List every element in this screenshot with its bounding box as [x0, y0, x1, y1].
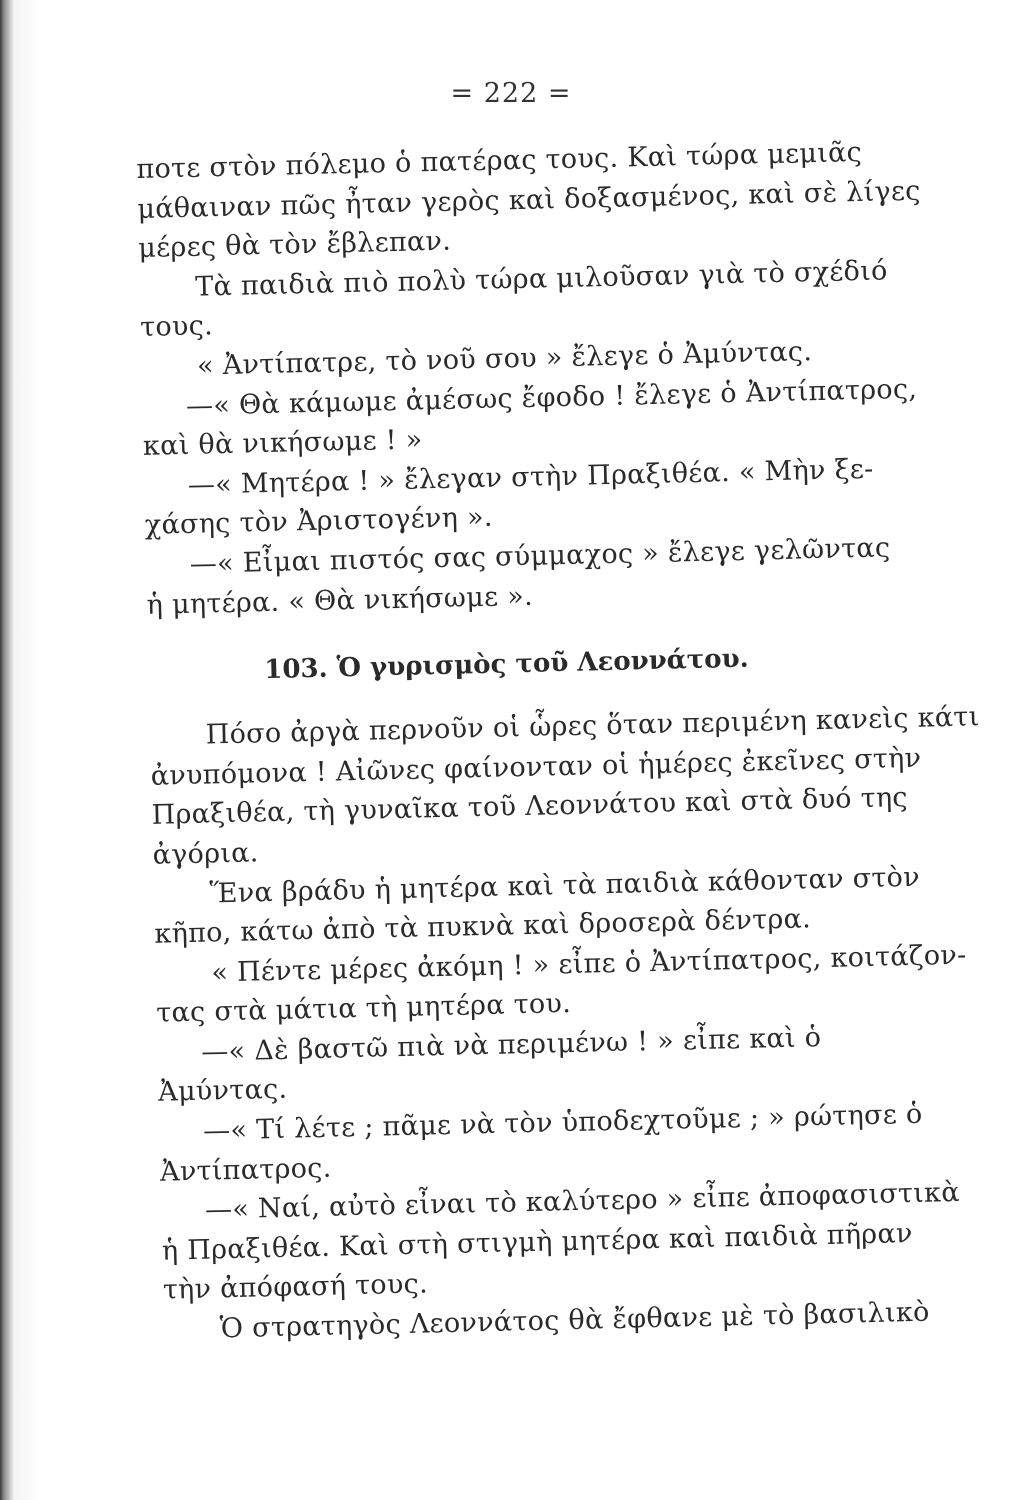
text-line: χάσης τὸν Ἀριστογένη ». — [144, 502, 494, 542]
text-line: μέρες θὰ τὸν ἔβλεπαν. — [137, 225, 452, 265]
text-line: —« Θὰ κάμωμε ἀμέσως ἔφοδο ! ἔλεγε ὁ Ἀντίπατρος, — [185, 373, 918, 422]
text-line: Πόσο ἀργὰ περνοῦν οἱ ὧρες ὅταν περιμένη κανεὶς κάτι — [205, 701, 980, 751]
text-line: ἡ Πραξιθέα. Καὶ στὴ στιγμὴ μητέρα καὶ παιδιὰ πῆραν — [161, 1217, 913, 1267]
text-line: Τὰ παιδιὰ πιὸ πολὺ τώρα μιλοῦσαν γιὰ τὸ σχέδιό — [194, 255, 888, 303]
section-heading: 103. Ὁ γυρισμὸς τοῦ Λεοννάτου. — [263, 643, 750, 686]
text-line: ἀνυπόμονα ! Αἰῶνες φαίνονταν οἱ ἡμέρες ἐκεῖνες στὴν — [150, 742, 922, 792]
text-line: καὶ θὰ νικήσωμε ! » — [142, 424, 423, 463]
text-line: Ἀντίπατρος. — [159, 1152, 332, 1188]
text-line: ἡ μητέρα. « Θὰ νικήσωμε ». — [146, 580, 534, 621]
text-line: « Ἀντίπατρε, τὸ νοῦ σου » ἔλεγε ὁ Ἀμύντας. — [196, 336, 813, 382]
text-line: —« Εἶμαι πιστός σας σύμμαχος » ἔλεγε γελῶντας — [189, 532, 891, 580]
text-line: « Πέντε μέρες ἀκόμη ! » εἶπε ὁ Ἀντίπατρος, κοιτάζον- — [211, 939, 967, 989]
text-line: —« Ναί, αὐτὸ εἶναι τὸ καλύτερο » εἶπε ἀποφασιστικὰ — [204, 1177, 961, 1226]
page-number: = 222 = — [450, 78, 572, 109]
text-line: τὴν ἀπόφασή τους. — [162, 1268, 429, 1307]
text-line: Ὁ στρατηγὸς Λεοννάτος θὰ ἔφθανε μὲ τὸ βασιλικὸ — [219, 1296, 930, 1345]
text-line: —« Μητέρα ! » ἔλεγαν στὴν Πραξιθέα. « Μὴν ξε- — [187, 453, 874, 501]
text-line: κῆπο, κάτω ἀπὸ τὰ πυκνὰ καὶ δροσερὰ δέντρα. — [154, 903, 812, 950]
text-line: —« Δὲ βαστῶ πιὰ νὰ περιμένω ! » εἶπε καὶ ὁ — [200, 1021, 822, 1068]
text-line: τας στὰ μάτια τὴ μητέρα του. — [155, 988, 572, 1030]
text-line: —« Τί λέτε ; πᾶμε νὰ τὸν ὑποδεχτοῦμε ; » ρώτησε ὁ — [202, 1098, 923, 1147]
body-text — [136, 131, 980, 1350]
text-line: ἀγόρια. — [152, 837, 259, 871]
text-line: τους. — [139, 310, 214, 344]
text-line: ποτε στὸν πόλεμο ὁ πατέρας τους. Καὶ τώρα μεμιᾶς — [136, 136, 863, 185]
text-line: μάθαιναν πῶς ἦταν γερὸς καὶ δοξασμένος, καὶ σὲ λίγες — [137, 175, 921, 225]
text-line: Ἀμύντας. — [157, 1074, 288, 1109]
text-line: Πραξιθέα, τὴ γυναῖκα τοῦ Λεοννάτου καὶ στὰ δυό της — [151, 782, 909, 832]
text-line: Ἕνα βράδυ ἡ μητέρα καὶ τὰ παιδιὰ κάθονταν στὸν — [209, 861, 921, 909]
